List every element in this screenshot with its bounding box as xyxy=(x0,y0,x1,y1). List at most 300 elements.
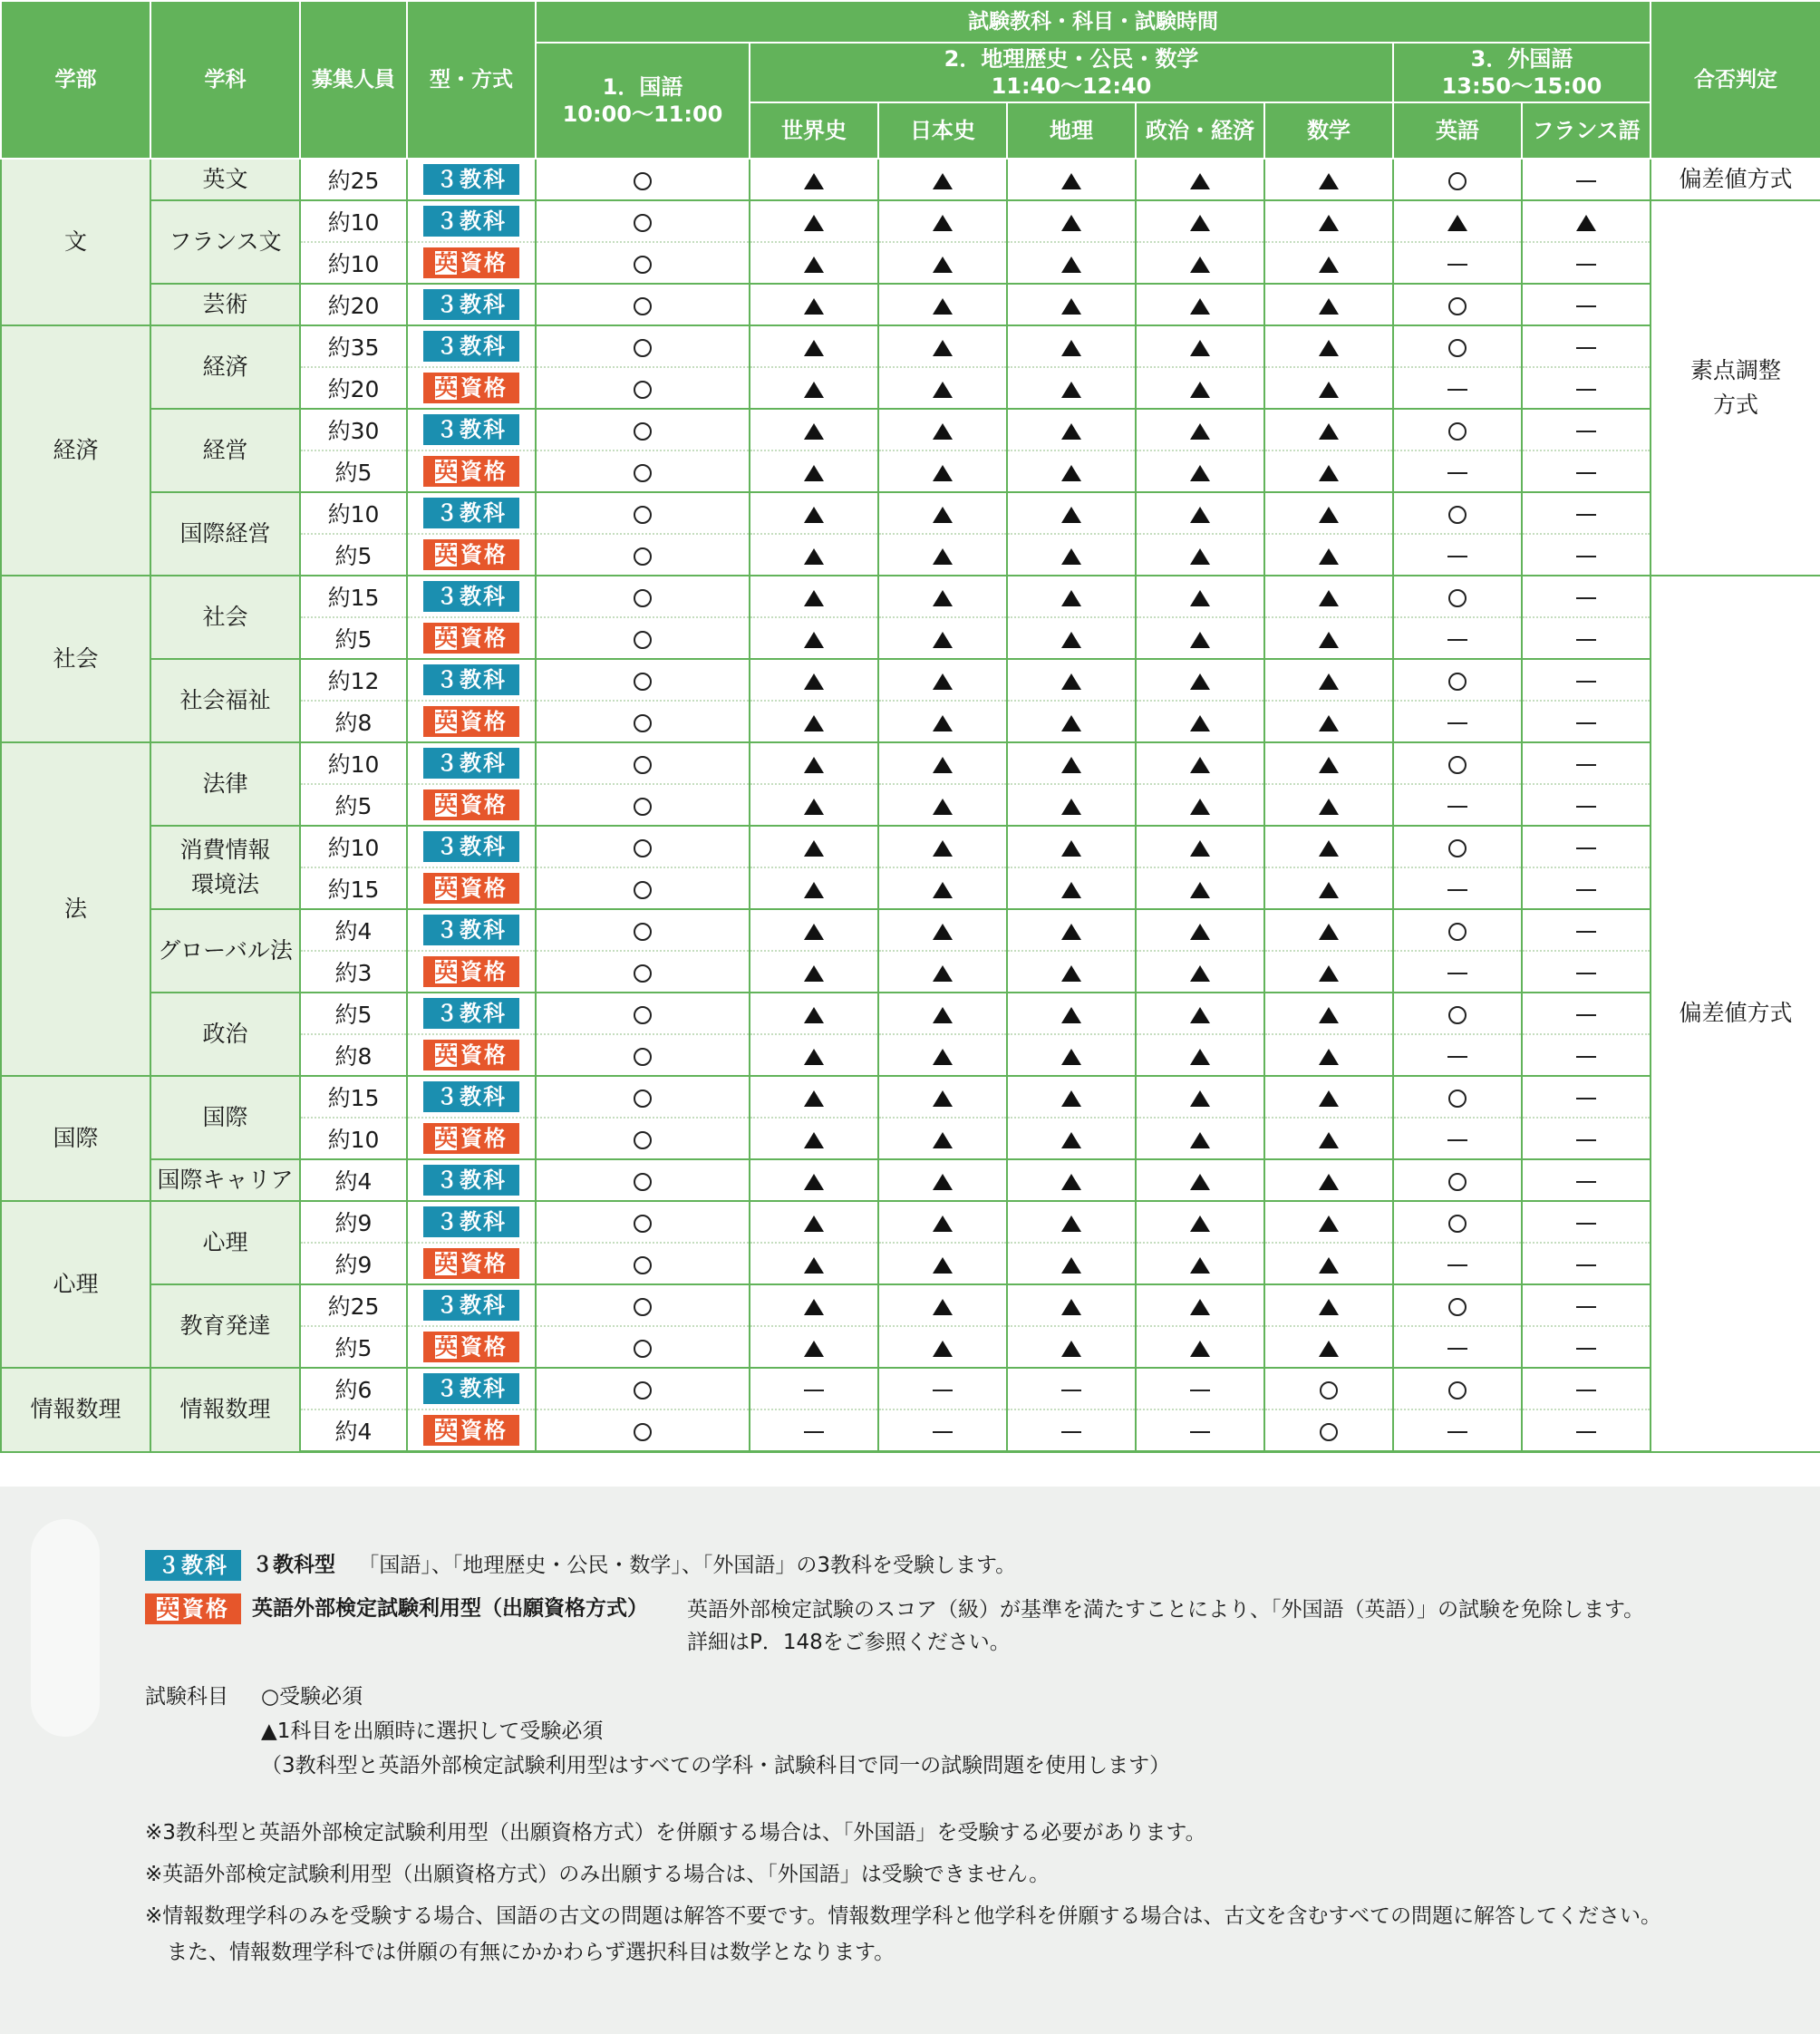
badge-english-qualification xyxy=(423,706,519,737)
type-cell xyxy=(407,701,536,742)
badge-english-qualification xyxy=(145,1593,241,1624)
circle-icon xyxy=(634,631,652,649)
triangle-icon xyxy=(933,590,953,606)
triangle-icon xyxy=(933,1174,953,1190)
mark-cell-japanese-history xyxy=(878,325,1007,367)
triangle-icon xyxy=(1061,590,1081,606)
dash-icon xyxy=(1576,431,1596,432)
triangle-icon xyxy=(1190,465,1210,481)
major-cell: 心理 xyxy=(150,1201,300,1284)
mark-cell-japanese xyxy=(536,284,750,325)
mark-cell-french xyxy=(1522,1159,1651,1201)
triangle-icon xyxy=(1061,1257,1081,1274)
mark-cell-world-history xyxy=(750,450,878,492)
mark-cell-geography xyxy=(1007,742,1136,784)
mark-cell-japanese-history xyxy=(878,617,1007,659)
legend-subjects-label: 試験科目 xyxy=(145,1685,228,1709)
triangle-icon xyxy=(804,673,824,690)
mark-cell-japanese-history xyxy=(878,867,1007,909)
mark-cell-japanese xyxy=(536,909,750,951)
mark-cell-politics-economics xyxy=(1136,492,1264,534)
triangle-icon xyxy=(1061,382,1081,398)
mark-cell-english xyxy=(1393,450,1522,492)
legend-ei-description xyxy=(687,1593,1644,1659)
type-cell xyxy=(407,492,536,534)
triangle-icon xyxy=(1061,840,1081,857)
mark-cell-english xyxy=(1393,1076,1522,1118)
major-cell: 国際 xyxy=(150,1076,300,1159)
mark-cell-japanese-history xyxy=(878,742,1007,784)
badge-ei-rest: 資格 xyxy=(460,375,508,401)
triangle-icon xyxy=(804,965,824,982)
mark-cell-geography xyxy=(1007,200,1136,242)
badge-english-qualification xyxy=(423,247,519,278)
mark-cell-french xyxy=(1522,284,1651,325)
circle-icon xyxy=(634,1340,652,1358)
mark-cell-politics-economics xyxy=(1136,784,1264,826)
mark-cell-math xyxy=(1264,1118,1393,1159)
capacity-cell: 約25 xyxy=(300,159,407,200)
capacity-cell: 約15 xyxy=(300,576,407,617)
dash-icon xyxy=(1447,264,1467,266)
mark-cell-world-history xyxy=(750,1076,878,1118)
mark-cell-english xyxy=(1393,826,1522,867)
capacity-cell: 約12 xyxy=(300,659,407,701)
mark-cell-japanese-history xyxy=(878,1076,1007,1118)
triangle-icon xyxy=(1061,1049,1081,1065)
mark-cell-french xyxy=(1522,409,1651,450)
triangle-icon xyxy=(1190,715,1210,731)
mark-cell-geography xyxy=(1007,909,1136,951)
mark-cell-world-history xyxy=(750,617,878,659)
triangle-icon xyxy=(1190,1299,1210,1315)
dash-icon xyxy=(1447,556,1467,557)
triangle-icon xyxy=(1319,298,1339,315)
dash-icon xyxy=(1190,1390,1210,1391)
circle-icon xyxy=(634,881,652,899)
triangle-icon xyxy=(1061,757,1081,773)
dash-icon xyxy=(1576,1098,1596,1099)
subject-math: 数学 xyxy=(1264,102,1393,159)
triangle-icon xyxy=(933,1341,953,1357)
mark-cell-math xyxy=(1264,576,1393,617)
header-judgement: 合否判定 xyxy=(1651,1,1820,159)
mark-cell-japanese xyxy=(536,826,750,867)
mark-cell-math xyxy=(1264,492,1393,534)
type-cell xyxy=(407,951,536,993)
mark-cell-japanese-history xyxy=(878,1409,1007,1452)
mark-cell-math xyxy=(1264,1034,1393,1076)
mark-cell-french xyxy=(1522,993,1651,1034)
triangle-icon xyxy=(933,507,953,523)
mark-cell-french xyxy=(1522,909,1651,951)
triangle-icon xyxy=(1190,1257,1210,1274)
mark-cell-japanese-history xyxy=(878,1159,1007,1201)
mark-cell-politics-economics xyxy=(1136,367,1264,409)
dash-icon xyxy=(1576,889,1596,891)
triangle-icon xyxy=(933,1132,953,1148)
mark-cell-politics-economics xyxy=(1136,1409,1264,1452)
badge-english-qualification xyxy=(423,1248,519,1279)
mark-cell-geography xyxy=(1007,1368,1136,1409)
capacity-cell: 約30 xyxy=(300,409,407,450)
triangle-icon xyxy=(933,1299,953,1315)
capacity-cell: 約5 xyxy=(300,993,407,1034)
circle-icon xyxy=(634,673,652,691)
triangle-icon xyxy=(1319,548,1339,565)
triangle-icon xyxy=(1190,340,1210,356)
badge-3-subjects: ３教科 xyxy=(423,289,519,320)
header-group-social-math xyxy=(750,43,1393,102)
mark-cell-french xyxy=(1522,1284,1651,1326)
dash-icon xyxy=(1447,1431,1467,1433)
circle-icon xyxy=(634,1048,652,1066)
mark-cell-english xyxy=(1393,951,1522,993)
mark-cell-politics-economics xyxy=(1136,867,1264,909)
table-row xyxy=(1,1076,1820,1118)
circle-icon xyxy=(634,714,652,732)
mark-cell-english xyxy=(1393,617,1522,659)
circle-icon xyxy=(634,1423,652,1441)
subject-geography: 地理 xyxy=(1007,102,1136,159)
badge-ei-kanji: 英 xyxy=(435,1251,457,1276)
mark-cell-english xyxy=(1393,242,1522,284)
triangle-icon xyxy=(1061,882,1081,898)
circle-icon xyxy=(634,923,652,941)
badge-3-subjects: ３教科 xyxy=(423,331,519,362)
triangle-icon xyxy=(1190,1216,1210,1232)
mark-cell-math xyxy=(1264,867,1393,909)
triangle-icon xyxy=(1319,632,1339,648)
major-cell: 国際キャリア xyxy=(150,1159,300,1201)
mark-cell-politics-economics xyxy=(1136,1159,1264,1201)
mark-cell-japanese xyxy=(536,1326,750,1368)
badge-english-qualification xyxy=(423,373,519,403)
dash-icon xyxy=(1447,1264,1467,1266)
circle-icon xyxy=(634,1090,652,1108)
triangle-icon xyxy=(804,1174,824,1190)
type-cell xyxy=(407,826,536,867)
badge-ei-kanji: 英 xyxy=(435,792,457,818)
mark-cell-geography xyxy=(1007,1243,1136,1284)
mark-cell-world-history xyxy=(750,701,878,742)
mark-cell-japanese xyxy=(536,1159,750,1201)
mark-cell-math xyxy=(1264,1243,1393,1284)
group-social-math-name: 2．地理歴史・公民・数学 xyxy=(944,46,1199,72)
capacity-cell: 約4 xyxy=(300,1409,407,1452)
legend-note-2: ※英語外部検定試験利用型（出願資格方式）のみ出願する場合は、「外国語」は受験できません。 xyxy=(145,1863,1050,1886)
triangle-icon xyxy=(804,382,824,398)
badge-3-subjects: ３教科 xyxy=(423,1206,519,1237)
triangle-icon xyxy=(1319,215,1339,231)
mark-cell-world-history xyxy=(750,993,878,1034)
triangle-icon xyxy=(1061,799,1081,815)
triangle-icon xyxy=(933,423,953,440)
mark-cell-japanese xyxy=(536,409,750,450)
mark-cell-math xyxy=(1264,617,1393,659)
mark-cell-french xyxy=(1522,1243,1651,1284)
mark-cell-world-history xyxy=(750,284,878,325)
mark-cell-french xyxy=(1522,784,1651,826)
triangle-icon xyxy=(1319,465,1339,481)
triangle-icon xyxy=(804,1049,824,1065)
mark-cell-english xyxy=(1393,701,1522,742)
circle-icon xyxy=(1448,1090,1467,1108)
capacity-cell: 約5 xyxy=(300,784,407,826)
triangle-icon xyxy=(804,340,824,356)
capacity-cell: 約10 xyxy=(300,200,407,242)
circle-icon xyxy=(1320,1423,1338,1441)
mark-cell-english xyxy=(1393,1409,1522,1452)
dash-icon xyxy=(1447,722,1467,724)
mark-cell-english xyxy=(1393,1118,1522,1159)
type-cell xyxy=(407,1034,536,1076)
legend-t3 xyxy=(145,1550,1016,1581)
header-major: 学科 xyxy=(150,1,300,159)
mark-cell-world-history xyxy=(750,159,878,200)
badge-english-qualification xyxy=(423,789,519,820)
triangle-icon xyxy=(1190,799,1210,815)
mark-cell-geography xyxy=(1007,867,1136,909)
header-type: 型・方式 xyxy=(407,1,536,159)
legend-t3-desc: 「国語」、「地理歴史・公民・数学」、「外国語」の3教科を受験します。 xyxy=(358,1553,1017,1577)
circle-icon xyxy=(634,297,652,315)
mark-cell-japanese-history xyxy=(878,993,1007,1034)
type-cell xyxy=(407,659,536,701)
mark-cell-geography xyxy=(1007,409,1136,450)
triangle-icon xyxy=(1190,298,1210,315)
capacity-cell: 約20 xyxy=(300,284,407,325)
circle-icon xyxy=(634,964,652,983)
mark-cell-japanese xyxy=(536,951,750,993)
major-cell: 国際経営 xyxy=(150,492,300,576)
triangle-icon xyxy=(1061,1216,1081,1232)
dash-icon xyxy=(1576,722,1596,724)
mark-cell-geography xyxy=(1007,1326,1136,1368)
mark-cell-math xyxy=(1264,159,1393,200)
circle-icon xyxy=(634,381,652,399)
triangle-icon xyxy=(1319,840,1339,857)
mark-cell-japanese xyxy=(536,159,750,200)
mark-cell-geography xyxy=(1007,159,1136,200)
mark-cell-politics-economics xyxy=(1136,1201,1264,1243)
triangle-icon xyxy=(1061,1341,1081,1357)
judgement-cell: 素点調整 方式 xyxy=(1651,200,1820,576)
mark-cell-math xyxy=(1264,826,1393,867)
circle-icon xyxy=(634,464,652,482)
mark-cell-geography xyxy=(1007,826,1136,867)
mark-cell-math xyxy=(1264,701,1393,742)
triangle-icon xyxy=(1061,715,1081,731)
mark-cell-english xyxy=(1393,742,1522,784)
mark-cell-french xyxy=(1522,867,1651,909)
capacity-cell: 約10 xyxy=(300,742,407,784)
mark-cell-japanese xyxy=(536,1076,750,1118)
circle-icon xyxy=(1448,756,1467,774)
badge-ei-rest: 資格 xyxy=(460,876,508,901)
capacity-cell: 約4 xyxy=(300,1159,407,1201)
mark-cell-japanese xyxy=(536,534,750,576)
triangle-icon xyxy=(1190,548,1210,565)
capacity-cell: 約35 xyxy=(300,325,407,367)
dash-icon xyxy=(804,1390,824,1391)
type-cell xyxy=(407,1243,536,1284)
badge-3-subjects: ３教科 xyxy=(423,831,519,862)
dash-icon xyxy=(1576,1431,1596,1433)
triangle-icon xyxy=(1190,1132,1210,1148)
table-body xyxy=(1,159,1820,1452)
table-row xyxy=(1,993,1820,1034)
mark-cell-japanese xyxy=(536,1243,750,1284)
mark-cell-world-history xyxy=(750,1159,878,1201)
badge-english-qualification xyxy=(423,956,519,987)
triangle-icon xyxy=(933,382,953,398)
badge-ei-rest: 資格 xyxy=(460,250,508,276)
mark-cell-japanese-history xyxy=(878,534,1007,576)
mark-cell-math xyxy=(1264,1284,1393,1326)
mark-cell-japanese xyxy=(536,1284,750,1326)
triangle-icon xyxy=(1576,215,1596,231)
triangle-icon xyxy=(1319,1341,1339,1357)
mark-cell-world-history xyxy=(750,1326,878,1368)
dash-icon xyxy=(1576,556,1596,557)
major-cell: グローバル法 xyxy=(150,909,300,993)
triangle-icon xyxy=(1319,1007,1339,1023)
triangle-icon xyxy=(1319,965,1339,982)
triangle-icon xyxy=(1319,1132,1339,1148)
major-cell: 経営 xyxy=(150,409,300,492)
header-dept: 学部 xyxy=(1,1,150,159)
dash-icon xyxy=(1061,1431,1081,1433)
circle-icon xyxy=(634,1006,652,1024)
mark-cell-world-history xyxy=(750,325,878,367)
dash-icon xyxy=(1576,1223,1596,1225)
badge-ei-rest: 資格 xyxy=(460,1126,508,1151)
badge-ei-rest: 資格 xyxy=(460,792,508,818)
triangle-icon xyxy=(804,757,824,773)
badge-ei-kanji: 英 xyxy=(435,542,457,567)
badge-ei-rest: 資格 xyxy=(460,1418,508,1443)
dash-icon xyxy=(1447,639,1467,641)
mark-cell-english xyxy=(1393,993,1522,1034)
type-cell xyxy=(407,1159,536,1201)
type-cell xyxy=(407,867,536,909)
triangle-icon xyxy=(1190,215,1210,231)
dash-icon xyxy=(933,1431,953,1433)
triangle-icon xyxy=(1061,173,1081,189)
type-cell xyxy=(407,576,536,617)
mark-cell-world-history xyxy=(750,492,878,534)
group-japanese-name: 1．国語 xyxy=(602,74,683,100)
circle-icon xyxy=(1448,1173,1467,1191)
major-cell: 英文 xyxy=(150,159,300,200)
subject-english: 英語 xyxy=(1393,102,1522,159)
mark-cell-japanese-history xyxy=(878,909,1007,951)
dash-icon xyxy=(1576,347,1596,349)
triangle-icon xyxy=(804,423,824,440)
mark-cell-english xyxy=(1393,200,1522,242)
table-row xyxy=(1,826,1820,867)
mark-cell-geography xyxy=(1007,325,1136,367)
dash-icon xyxy=(1576,681,1596,683)
major-cell: 社会福祉 xyxy=(150,659,300,742)
badge-ei-rest: 資格 xyxy=(460,625,508,651)
triangle-icon xyxy=(1190,173,1210,189)
triangle-icon xyxy=(933,548,953,565)
mark-cell-world-history xyxy=(750,784,878,826)
mark-cell-japanese-history xyxy=(878,242,1007,284)
dash-icon xyxy=(1576,1264,1596,1266)
mark-cell-world-history xyxy=(750,1034,878,1076)
badge-3-subjects: ３教科 xyxy=(423,414,519,445)
type-cell xyxy=(407,450,536,492)
major-cell: 消費情報 環境法 xyxy=(150,826,300,909)
mark-cell-japanese xyxy=(536,492,750,534)
mark-cell-politics-economics xyxy=(1136,951,1264,993)
mark-cell-english xyxy=(1393,1368,1522,1409)
mark-cell-geography xyxy=(1007,701,1136,742)
triangle-icon xyxy=(933,340,953,356)
mark-cell-english xyxy=(1393,1243,1522,1284)
triangle-icon xyxy=(1190,382,1210,398)
mark-cell-japanese xyxy=(536,242,750,284)
triangle-icon xyxy=(804,1007,824,1023)
triangle-icon xyxy=(933,965,953,982)
mark-cell-french xyxy=(1522,659,1651,701)
mark-cell-politics-economics xyxy=(1136,242,1264,284)
circle-icon xyxy=(634,547,652,566)
mark-cell-math xyxy=(1264,1201,1393,1243)
table-row xyxy=(1,1201,1820,1243)
circle-icon xyxy=(1448,1006,1467,1024)
type-cell xyxy=(407,1284,536,1326)
mark-cell-japanese-history xyxy=(878,951,1007,993)
triangle-icon xyxy=(933,1090,953,1107)
mark-cell-math xyxy=(1264,993,1393,1034)
mark-cell-math xyxy=(1264,659,1393,701)
triangle-icon xyxy=(804,465,824,481)
type-cell xyxy=(407,1409,536,1452)
mark-cell-japanese-history xyxy=(878,1034,1007,1076)
badge-3-subjects: ３教科 xyxy=(423,1373,519,1404)
triangle-icon xyxy=(933,757,953,773)
badge-english-qualification xyxy=(423,873,519,904)
header-group-japanese xyxy=(536,43,750,159)
type-cell xyxy=(407,742,536,784)
table-row xyxy=(1,200,1820,242)
mark-cell-french xyxy=(1522,450,1651,492)
triangle-icon xyxy=(1061,465,1081,481)
mark-cell-geography xyxy=(1007,1201,1136,1243)
mark-cell-geography xyxy=(1007,1159,1136,1201)
circle-icon xyxy=(634,589,652,607)
dash-icon xyxy=(1576,1056,1596,1058)
dash-icon xyxy=(1576,973,1596,974)
subject-world-history: 世界史 xyxy=(750,102,878,159)
badge-ei-kanji: 英 xyxy=(435,250,457,276)
judgement-cell: 偏差値方式 xyxy=(1651,159,1820,200)
mark-cell-japanese xyxy=(536,1201,750,1243)
mark-cell-geography xyxy=(1007,367,1136,409)
mark-cell-politics-economics xyxy=(1136,701,1264,742)
type-cell xyxy=(407,409,536,450)
mark-cell-politics-economics xyxy=(1136,659,1264,701)
mark-cell-math xyxy=(1264,242,1393,284)
dash-icon xyxy=(1576,1139,1596,1141)
header-exam-group: 試験教科・科目・試験時間 xyxy=(536,1,1651,43)
mark-cell-japanese-history xyxy=(878,1284,1007,1326)
major-cell: 政治 xyxy=(150,993,300,1076)
